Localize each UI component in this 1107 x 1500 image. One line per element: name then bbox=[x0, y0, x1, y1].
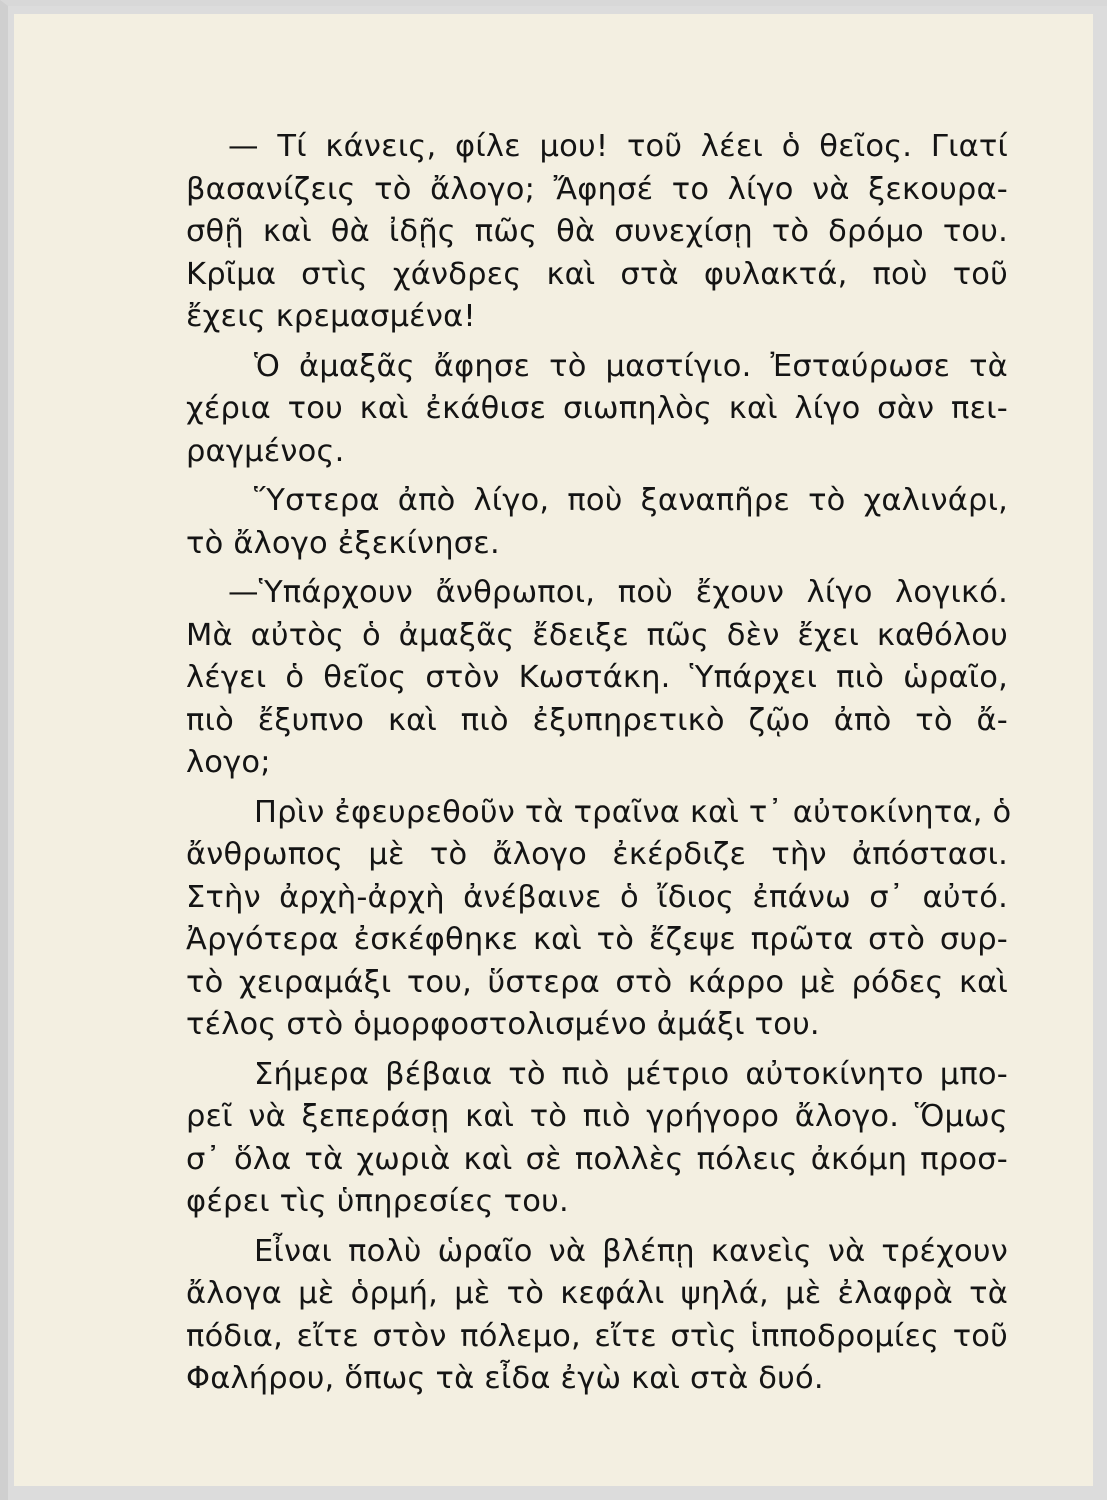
text-line: πόδια, εἴτε στὸν πόλεμο, εἴτε στὶς ἱπποδρομίες τοῦ bbox=[186, 1318, 1008, 1354]
text-line: τὸ ἄλογο ἐξεκίνησε. bbox=[186, 525, 500, 561]
text-line: τὸ χειραμάξι του, ὕστερα στὸ κάρρο μὲ ρόδες καὶ bbox=[186, 964, 1008, 1000]
text-line: λέγει ὁ θεῖος στὸν Κωστάκη. Ὑπάρχει πιὸ ὡραῖο, bbox=[186, 660, 1008, 695]
text-line: Σήμερα βέβαια τὸ πιὸ μέτριο αὐτοκίνητο μπο- bbox=[254, 1056, 1008, 1092]
text-line: Μὰ αὐτὸς ὁ ἀμαξᾶς ἔδειξε πῶς δὲν ἔχει καθόλου bbox=[186, 617, 1008, 653]
text-line: ραγμένος. bbox=[186, 433, 345, 469]
text-line: σθῇ καὶ θὰ ἰδῇς πῶς θὰ συνεχίσῃ τὸ δρόμο του. bbox=[186, 214, 1008, 249]
text-line: βασανίζεις τὸ ἄλογο; Ἄφησέ το λίγο νὰ ξεκουρα- bbox=[186, 171, 1008, 207]
text-line: χέρια του καὶ ἐκάθισε σιωπηλὸς καὶ λίγο σὰν πει- bbox=[186, 391, 1008, 426]
text-line: Στὴν ἀρχὴ-ἀρχὴ ἀνέβαινε ὁ ἴδιος ἐπάνω σ᾿ αὐτό. bbox=[186, 879, 1008, 915]
text-line: Ὁ ἀμαξᾶς ἄφησε τὸ μαστίγιο. Ἐσταύρωσε τὰ bbox=[254, 348, 1008, 384]
paragraph bbox=[186, 346, 1008, 474]
paragraph bbox=[186, 1054, 1008, 1224]
text-line: Εἶναι πολὺ ὡραῖο νὰ βλέπῃ κανεὶς νὰ τρέχουν bbox=[254, 1233, 1008, 1269]
text-line: ἔχεις κρεμασμένα! bbox=[186, 299, 476, 334]
body-text bbox=[186, 126, 1012, 1408]
text-line: Ἀργότερα ἐσκέφθηκε καὶ τὸ ἔζεψε πρῶτα στὸ συρ- bbox=[186, 922, 1008, 957]
text-line: Ὕστερα ἀπὸ λίγο, ποὺ ξαναπῆρε τὸ χαλινάρι, bbox=[254, 483, 1008, 518]
text-line: Πρὶν ἐφευρεθοῦν τὰ τραῖνα καὶ τ᾿ αὐτοκίνητα, ὁ bbox=[254, 794, 1012, 830]
paragraph bbox=[186, 572, 1008, 785]
paragraph bbox=[186, 1231, 1008, 1401]
text-line: ἄλογα μὲ ὁρμή, μὲ τὸ κεφάλι ψηλά, μὲ ἐλαφρὰ τὰ bbox=[186, 1276, 1008, 1311]
text-line: — Τί κάνεις, φίλε μου! τοῦ λέει ὁ θεῖος. Γιατί bbox=[228, 129, 1008, 164]
text-line: ρεῖ νὰ ξεπεράσῃ καὶ τὸ πιὸ γρήγορο ἄλογο. Ὅμως bbox=[186, 1099, 1008, 1134]
paragraph bbox=[186, 480, 1008, 565]
paragraph bbox=[186, 792, 1012, 1047]
text-line: —Ὑπάρχουν ἄνθρωποι, ποὺ ἔχουν λίγο λογικό. bbox=[228, 575, 1008, 610]
text-line: Κρῖμα στὶς χάνδρες καὶ στὰ φυλακτά, ποὺ τοῦ bbox=[186, 256, 1008, 292]
text-line: φέρει τὶς ὑπηρεσίες του. bbox=[186, 1184, 569, 1219]
text-line: σ᾿ ὅλα τὰ χωριὰ καὶ σὲ πολλὲς πόλεις ἀκόμη προσ- bbox=[186, 1141, 1008, 1177]
text-line: πιὸ ἔξυπνο καὶ πιὸ ἐξυπηρετικὸ ζῷο ἀπὸ τὸ ἄ- bbox=[186, 702, 1008, 738]
text-line: Φαλήρου, ὅπως τὰ εἶδα ἐγὼ καὶ στὰ δυό. bbox=[186, 1361, 824, 1396]
text-line: ἄνθρωπος μὲ τὸ ἄλογο ἐκέρδιζε τὴν ἀπόστασι. bbox=[186, 837, 1008, 872]
paragraph bbox=[186, 126, 1008, 339]
text-line: λογο; bbox=[186, 745, 271, 780]
text-line: τέλος στὸ ὁμορφοστολισμένο ἀμάξι του. bbox=[186, 1007, 820, 1042]
